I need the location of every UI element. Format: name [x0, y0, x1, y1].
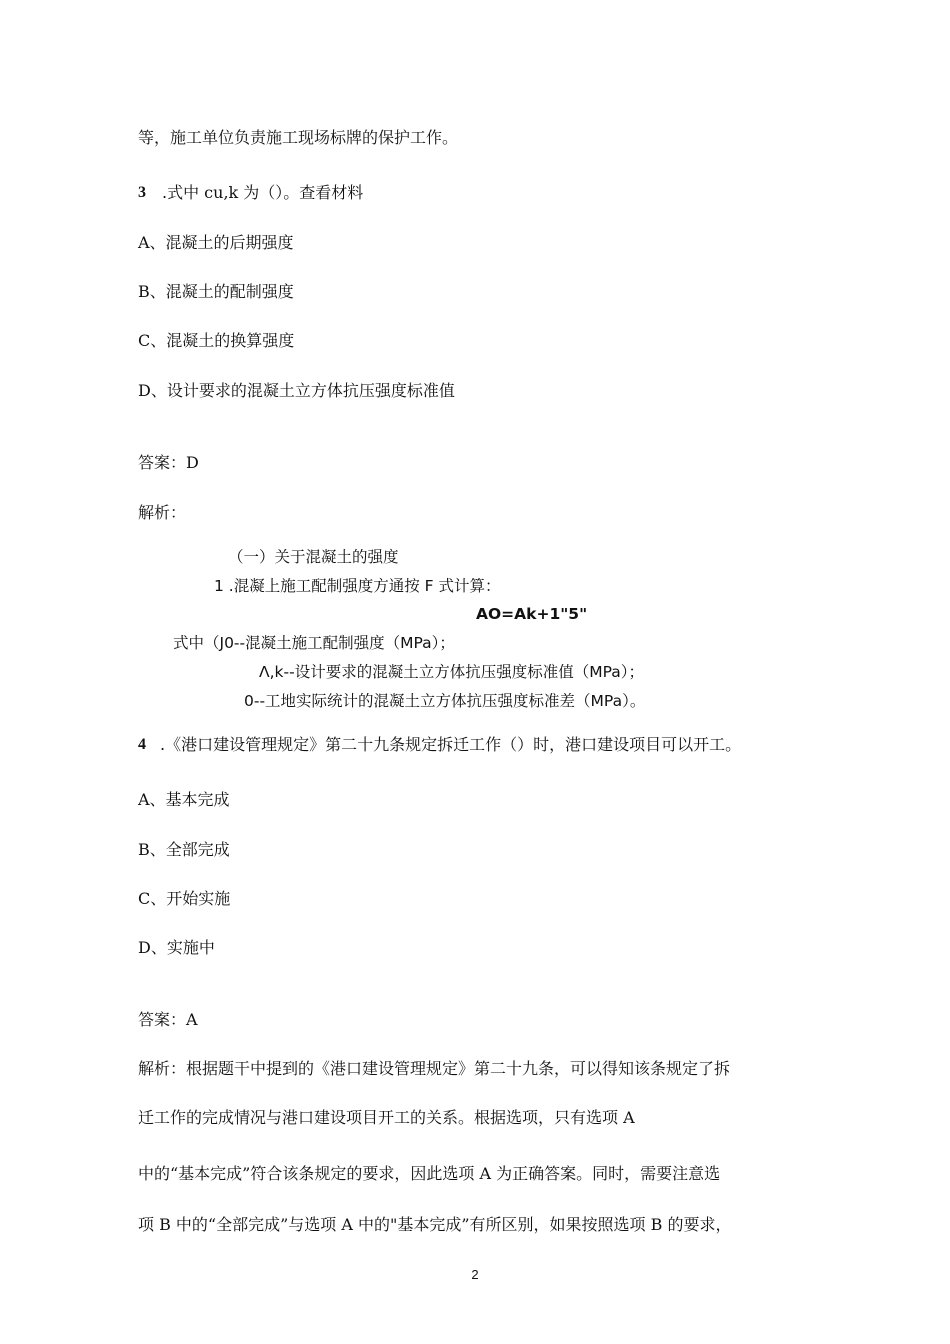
analysis-definition-1: 式中（J0--混凝土施工配制强度（MPa）； — [173, 634, 455, 652]
continuation-line: 等，施工单位负责施工现场标牌的保护工作。 — [138, 128, 459, 147]
question-4-number: 4 — [138, 736, 146, 753]
analysis-formula: AO=Ak+1"5" — [476, 605, 588, 623]
analysis-definition-3: 0--工地实际统计的混凝土立方体抗压强度标准差（MPa）。 — [244, 692, 646, 710]
question-3-option-a: A、混凝土的后期强度 — [138, 233, 294, 252]
page-number: 2 — [471, 1267, 479, 1282]
question-3-option-c: C、混凝土的换算强度 — [138, 331, 295, 350]
question-3-option-d: D、设计要求的混凝土立方体抗压强度标准值 — [138, 381, 455, 400]
question-4-option-a: A、基本完成 — [138, 790, 230, 809]
analysis-definition-2: Λ,k--设计要求的混凝土立方体抗压强度标准值（MPa）； — [259, 663, 644, 681]
question-3-answer: 答案：D — [138, 453, 199, 472]
question-4-option-d: D、实施中 — [138, 938, 215, 957]
question-4-analysis-line-4: 项 B 中的“全部完成”与选项 A 中的"基本完成”有所区别，如果按照选项 B 的要求， — [138, 1215, 732, 1234]
question-3-option-b: B、混凝土的配制强度 — [138, 282, 294, 301]
analysis-section-heading: （一）关于混凝土的强度 — [228, 548, 399, 566]
question-4-text: .《港口建设管理规定》第二十九条规定拆迁工作（）时，港口建设项目可以开工。 — [160, 735, 742, 754]
question-4-analysis-line-1: 解析：根据题干中提到的《港口建设管理规定》第二十九条，可以得知该条规定了拆 — [138, 1059, 731, 1078]
question-4-option-c: C、开始实施 — [138, 889, 231, 908]
question-4-analysis-line-3: 中的“基本完成”符合该条规定的要求，因此选项 A 为正确答案。同时，需要注意选 — [138, 1164, 721, 1183]
question-3-number: 3 — [138, 184, 146, 201]
analysis-formula-intro: 1 .混凝上施工配制强度方通按 F 式计算： — [214, 577, 501, 595]
question-4-answer: 答案：A — [138, 1010, 198, 1029]
question-3-text: .式中 cu,k 为（）。查看材料 — [162, 183, 364, 202]
question-4-option-b: B、全部完成 — [138, 840, 230, 859]
question-4-analysis-line-2: 迁工作的完成情况与港口建设项目开工的关系。根据选项，只有选项 A — [138, 1108, 635, 1127]
question-3-analysis-label: 解析： — [138, 503, 187, 522]
